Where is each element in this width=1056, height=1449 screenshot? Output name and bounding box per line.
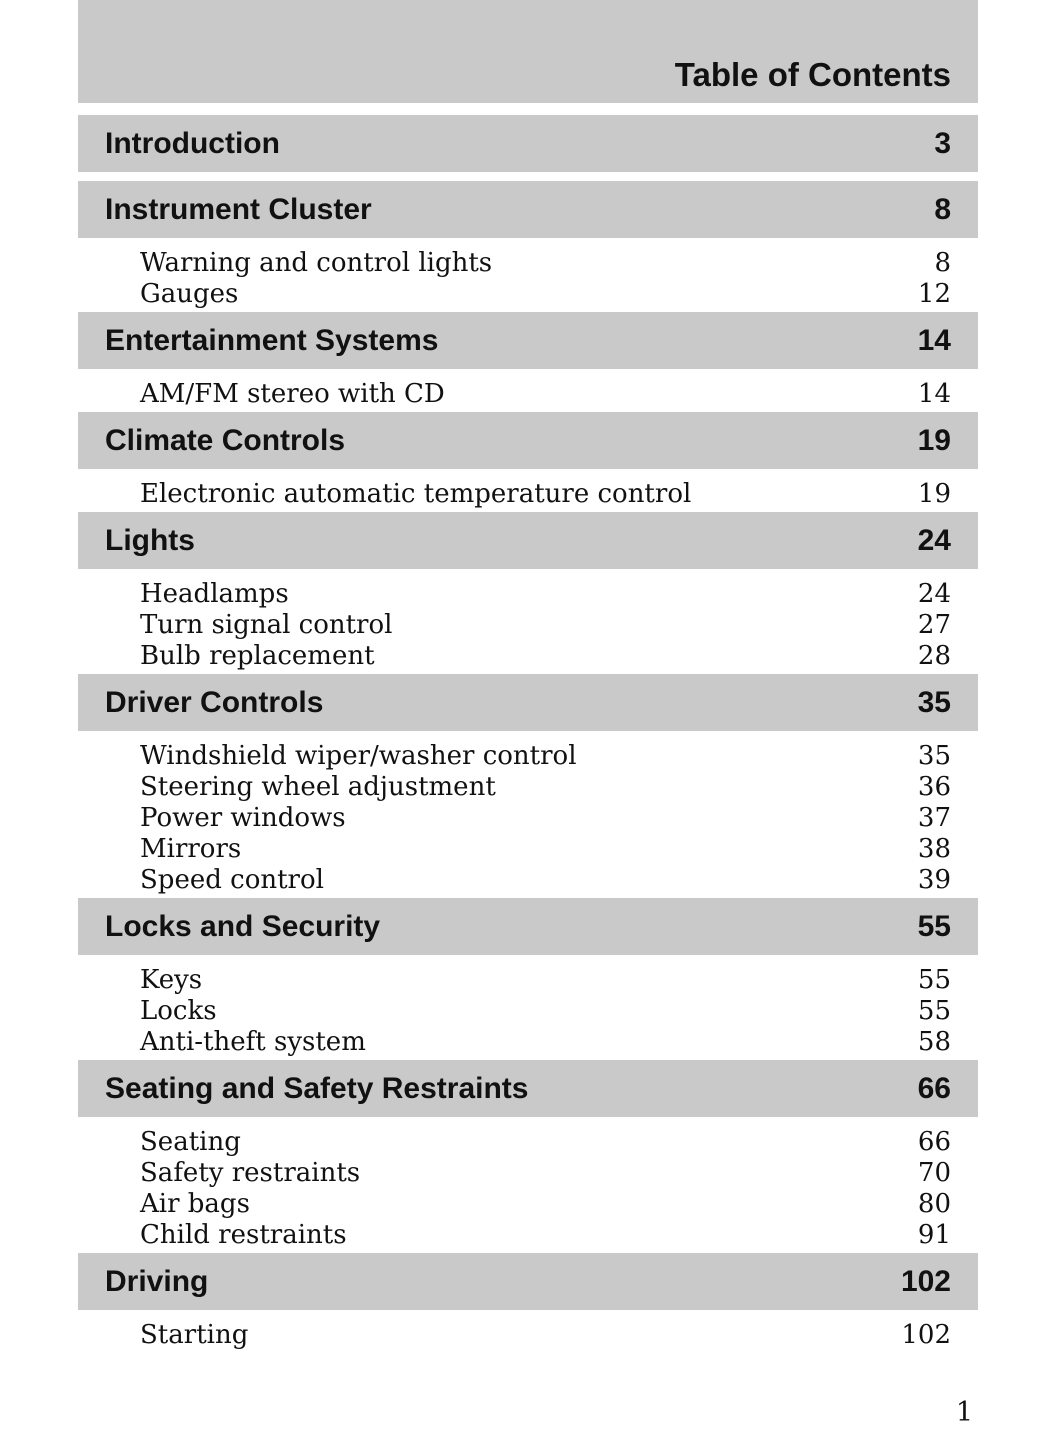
page-title: Table of Contents <box>674 56 951 93</box>
toc-content <box>78 0 978 1428</box>
section-header-bar <box>78 312 978 369</box>
toc-entry-label: Windshield wiper/washer control <box>140 741 577 771</box>
toc-entry-page-number: 28 <box>917 641 951 671</box>
toc-entry-page-number: 37 <box>917 803 951 833</box>
section-title: Seating and Safety Restraints <box>105 1071 529 1105</box>
section-item-list <box>78 955 978 1060</box>
toc-section <box>78 181 978 312</box>
toc-entry-page-number: 39 <box>917 865 951 895</box>
toc-entry-page-number: 27 <box>917 610 951 640</box>
section-title: Locks and Security <box>105 909 381 943</box>
toc-entry-label: Turn signal control <box>140 610 393 640</box>
section-page-number: 55 <box>917 909 951 943</box>
section-title: Introduction <box>105 126 280 160</box>
section-item-list <box>78 569 978 674</box>
toc-entry <box>140 834 951 865</box>
section-title: Instrument Cluster <box>105 192 372 226</box>
section-title: Entertainment Systems <box>105 323 439 357</box>
section-title: Driver Controls <box>105 685 324 719</box>
toc-entry-page-number: 24 <box>917 579 951 609</box>
toc-entry-page-number: 19 <box>917 479 951 509</box>
toc-entry-label: Starting <box>140 1320 249 1350</box>
section-item-list <box>78 731 978 898</box>
toc-entry-label: Mirrors <box>140 834 242 864</box>
toc-entry-page-number: 38 <box>917 834 951 864</box>
section-title: Lights <box>105 523 195 557</box>
section-page-number: 3 <box>934 126 951 160</box>
toc-entry-label: Air bags <box>140 1189 250 1219</box>
toc-entry-page-number: 91 <box>917 1220 951 1250</box>
toc-entry <box>140 865 951 896</box>
toc-entry <box>140 641 951 672</box>
toc-entry-label: AM/FM stereo with CD <box>140 379 445 409</box>
toc-entry-label: Power windows <box>140 803 346 833</box>
section-page-number: 35 <box>917 685 951 719</box>
section-item-list <box>78 369 978 412</box>
toc-entry-label: Keys <box>140 965 203 995</box>
toc-entry-page-number: 80 <box>917 1189 951 1219</box>
toc-entry-label: Gauges <box>140 279 239 309</box>
toc-section <box>78 412 978 512</box>
section-header-bar <box>78 115 978 172</box>
section-page-number: 24 <box>917 523 951 557</box>
toc-entry <box>140 1220 951 1251</box>
toc-section <box>78 1253 978 1353</box>
toc-entry <box>140 479 951 510</box>
section-page-number: 102 <box>900 1264 951 1298</box>
section-header-bar <box>78 181 978 238</box>
toc-entry-label: Warning and control lights <box>140 248 493 278</box>
toc-entry-page-number: 66 <box>917 1127 951 1157</box>
toc-entry <box>140 741 951 772</box>
section-page-number: 19 <box>917 423 951 457</box>
toc-section <box>78 674 978 898</box>
section-header-bar <box>78 1060 978 1117</box>
toc-entry-page-number: 55 <box>917 965 951 995</box>
section-page-number: 66 <box>917 1071 951 1105</box>
toc-entry <box>140 1320 951 1351</box>
toc-entry <box>140 772 951 803</box>
toc-entry-label: Seating <box>140 1127 241 1157</box>
toc-entry-label: Anti-theft system <box>140 1027 366 1057</box>
section-item-list <box>78 238 978 312</box>
toc-entry-label: Child restraints <box>140 1220 347 1250</box>
toc-entry-label: Headlamps <box>140 579 289 609</box>
toc-entry-label: Locks <box>140 996 217 1026</box>
toc-entry <box>140 965 951 996</box>
header-bar <box>78 0 978 103</box>
section-title: Climate Controls <box>105 423 346 457</box>
toc-section <box>78 115 978 172</box>
toc-entry-page-number: 58 <box>917 1027 951 1057</box>
toc-section <box>78 898 978 1060</box>
toc-entry-label: Electronic automatic temperature control <box>140 479 692 509</box>
section-title: Driving <box>105 1264 209 1298</box>
section-page-number: 14 <box>917 323 951 357</box>
toc-entry <box>140 1158 951 1189</box>
toc-entry-page-number: 70 <box>917 1158 951 1188</box>
section-header-bar <box>78 898 978 955</box>
toc-section <box>78 1060 978 1253</box>
section-header-bar <box>78 674 978 731</box>
footer-page-number: 1 <box>955 1397 973 1428</box>
toc-section <box>78 512 978 674</box>
toc-entry <box>140 803 951 834</box>
toc-entry-page-number: 8 <box>934 248 951 278</box>
section-header-bar <box>78 1253 978 1310</box>
toc-section <box>78 312 978 412</box>
section-header-bar <box>78 412 978 469</box>
page-footer <box>78 1397 978 1428</box>
section-item-list <box>78 469 978 512</box>
toc-entry-label: Safety restraints <box>140 1158 361 1188</box>
toc-entry <box>140 1189 951 1220</box>
toc-entry <box>140 1027 951 1058</box>
toc-entry <box>140 996 951 1027</box>
section-page-number: 8 <box>934 192 951 226</box>
toc-entry <box>140 279 951 310</box>
toc-entry-label: Speed control <box>140 865 324 895</box>
section-header-bar <box>78 512 978 569</box>
toc-entry-page-number: 102 <box>901 1320 951 1350</box>
toc-entry <box>140 248 951 279</box>
toc-entry <box>140 579 951 610</box>
sections <box>78 115 978 1353</box>
toc-entry-page-number: 55 <box>917 996 951 1026</box>
toc-entry-label: Bulb replacement <box>140 641 375 671</box>
toc-entry <box>140 379 951 410</box>
toc-entry-page-number: 12 <box>917 279 951 309</box>
section-item-list <box>78 1310 978 1353</box>
toc-entry-page-number: 14 <box>917 379 951 409</box>
toc-entry-page-number: 35 <box>917 741 951 771</box>
section-item-list <box>78 1117 978 1253</box>
toc-entry-label: Steering wheel adjustment <box>140 772 496 802</box>
toc-entry <box>140 1127 951 1158</box>
toc-entry <box>140 610 951 641</box>
toc-entry-page-number: 36 <box>917 772 951 802</box>
